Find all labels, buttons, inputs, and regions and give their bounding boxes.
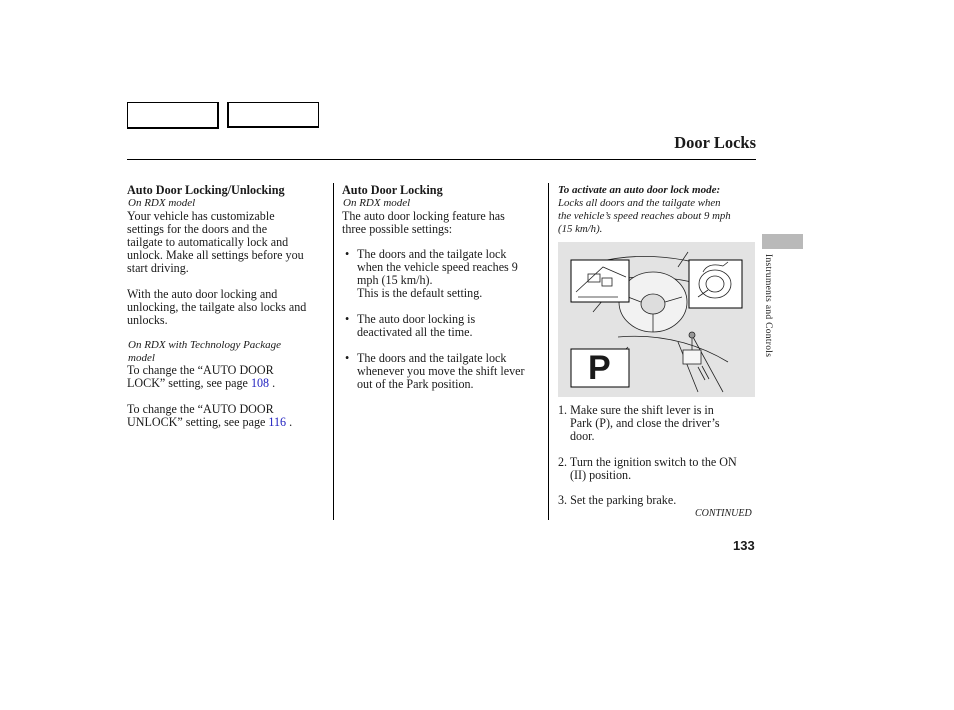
- title-rule: [127, 159, 756, 160]
- continued-label: CONTINUED: [695, 508, 752, 519]
- left-para-3: To change the “AUTO DOOR LOCK” setting, see page 108 .: [127, 363, 276, 390]
- page-link-108[interactable]: 108: [250, 376, 270, 390]
- column-divider-1: [333, 183, 334, 520]
- door-lock-inset: [571, 260, 629, 302]
- left-para-2: With the auto door locking and unlocking, the tailgate also locks and unlocks.: [127, 287, 307, 327]
- column-divider-2: [548, 183, 549, 520]
- section-tab[interactable]: [762, 234, 803, 249]
- middle-model-note: On RDX model: [343, 197, 411, 209]
- page-title: Door Locks: [674, 133, 756, 152]
- left-para-1: Your vehicle has customizable settings for the doors and the tailgate to automatically lock and unlock. Make all settings before you start driving.: [127, 209, 304, 275]
- caption-heading: To activate an auto door lock mode:: [558, 184, 721, 196]
- park-letter: P: [588, 349, 611, 387]
- middle-heading: Auto Door Locking: [342, 183, 443, 197]
- bullet-dot: •: [345, 351, 350, 365]
- page-link-116[interactable]: 116: [268, 415, 287, 429]
- step-1: 1. Make sure the shift lever is in Park (P), and close the driver’s door.: [558, 403, 720, 443]
- bullet-dot: •: [345, 312, 350, 326]
- page-number: 133: [733, 538, 755, 553]
- left-heading: Auto Door Locking/Unlocking: [127, 183, 285, 197]
- nav-button-index[interactable]: [227, 102, 319, 128]
- nav-button-main-menu[interactable]: [127, 102, 219, 129]
- section-tab-label: Instruments and Controls: [763, 254, 773, 358]
- left-model-note-tech: On RDX with Technology Package model: [128, 339, 281, 364]
- left-para-4: To change the “AUTO DOOR UNLOCK” setting, see page 116 .: [127, 402, 293, 429]
- step-2: 2. Turn the ignition switch to the ON (II) position.: [558, 455, 737, 482]
- left-model-note: On RDX model: [128, 197, 196, 209]
- middle-intro: The auto door locking feature has three possible settings:: [342, 209, 505, 236]
- caption-text: Locks all doors and the tailgate when the vehicle’s speed reaches about 9 mph (15 km/h).: [558, 197, 731, 235]
- step-3: 3. Set the parking brake.: [558, 493, 677, 507]
- bullet-dot: •: [345, 247, 350, 261]
- key-inset: [689, 260, 742, 308]
- dashboard-illustration: [558, 242, 755, 397]
